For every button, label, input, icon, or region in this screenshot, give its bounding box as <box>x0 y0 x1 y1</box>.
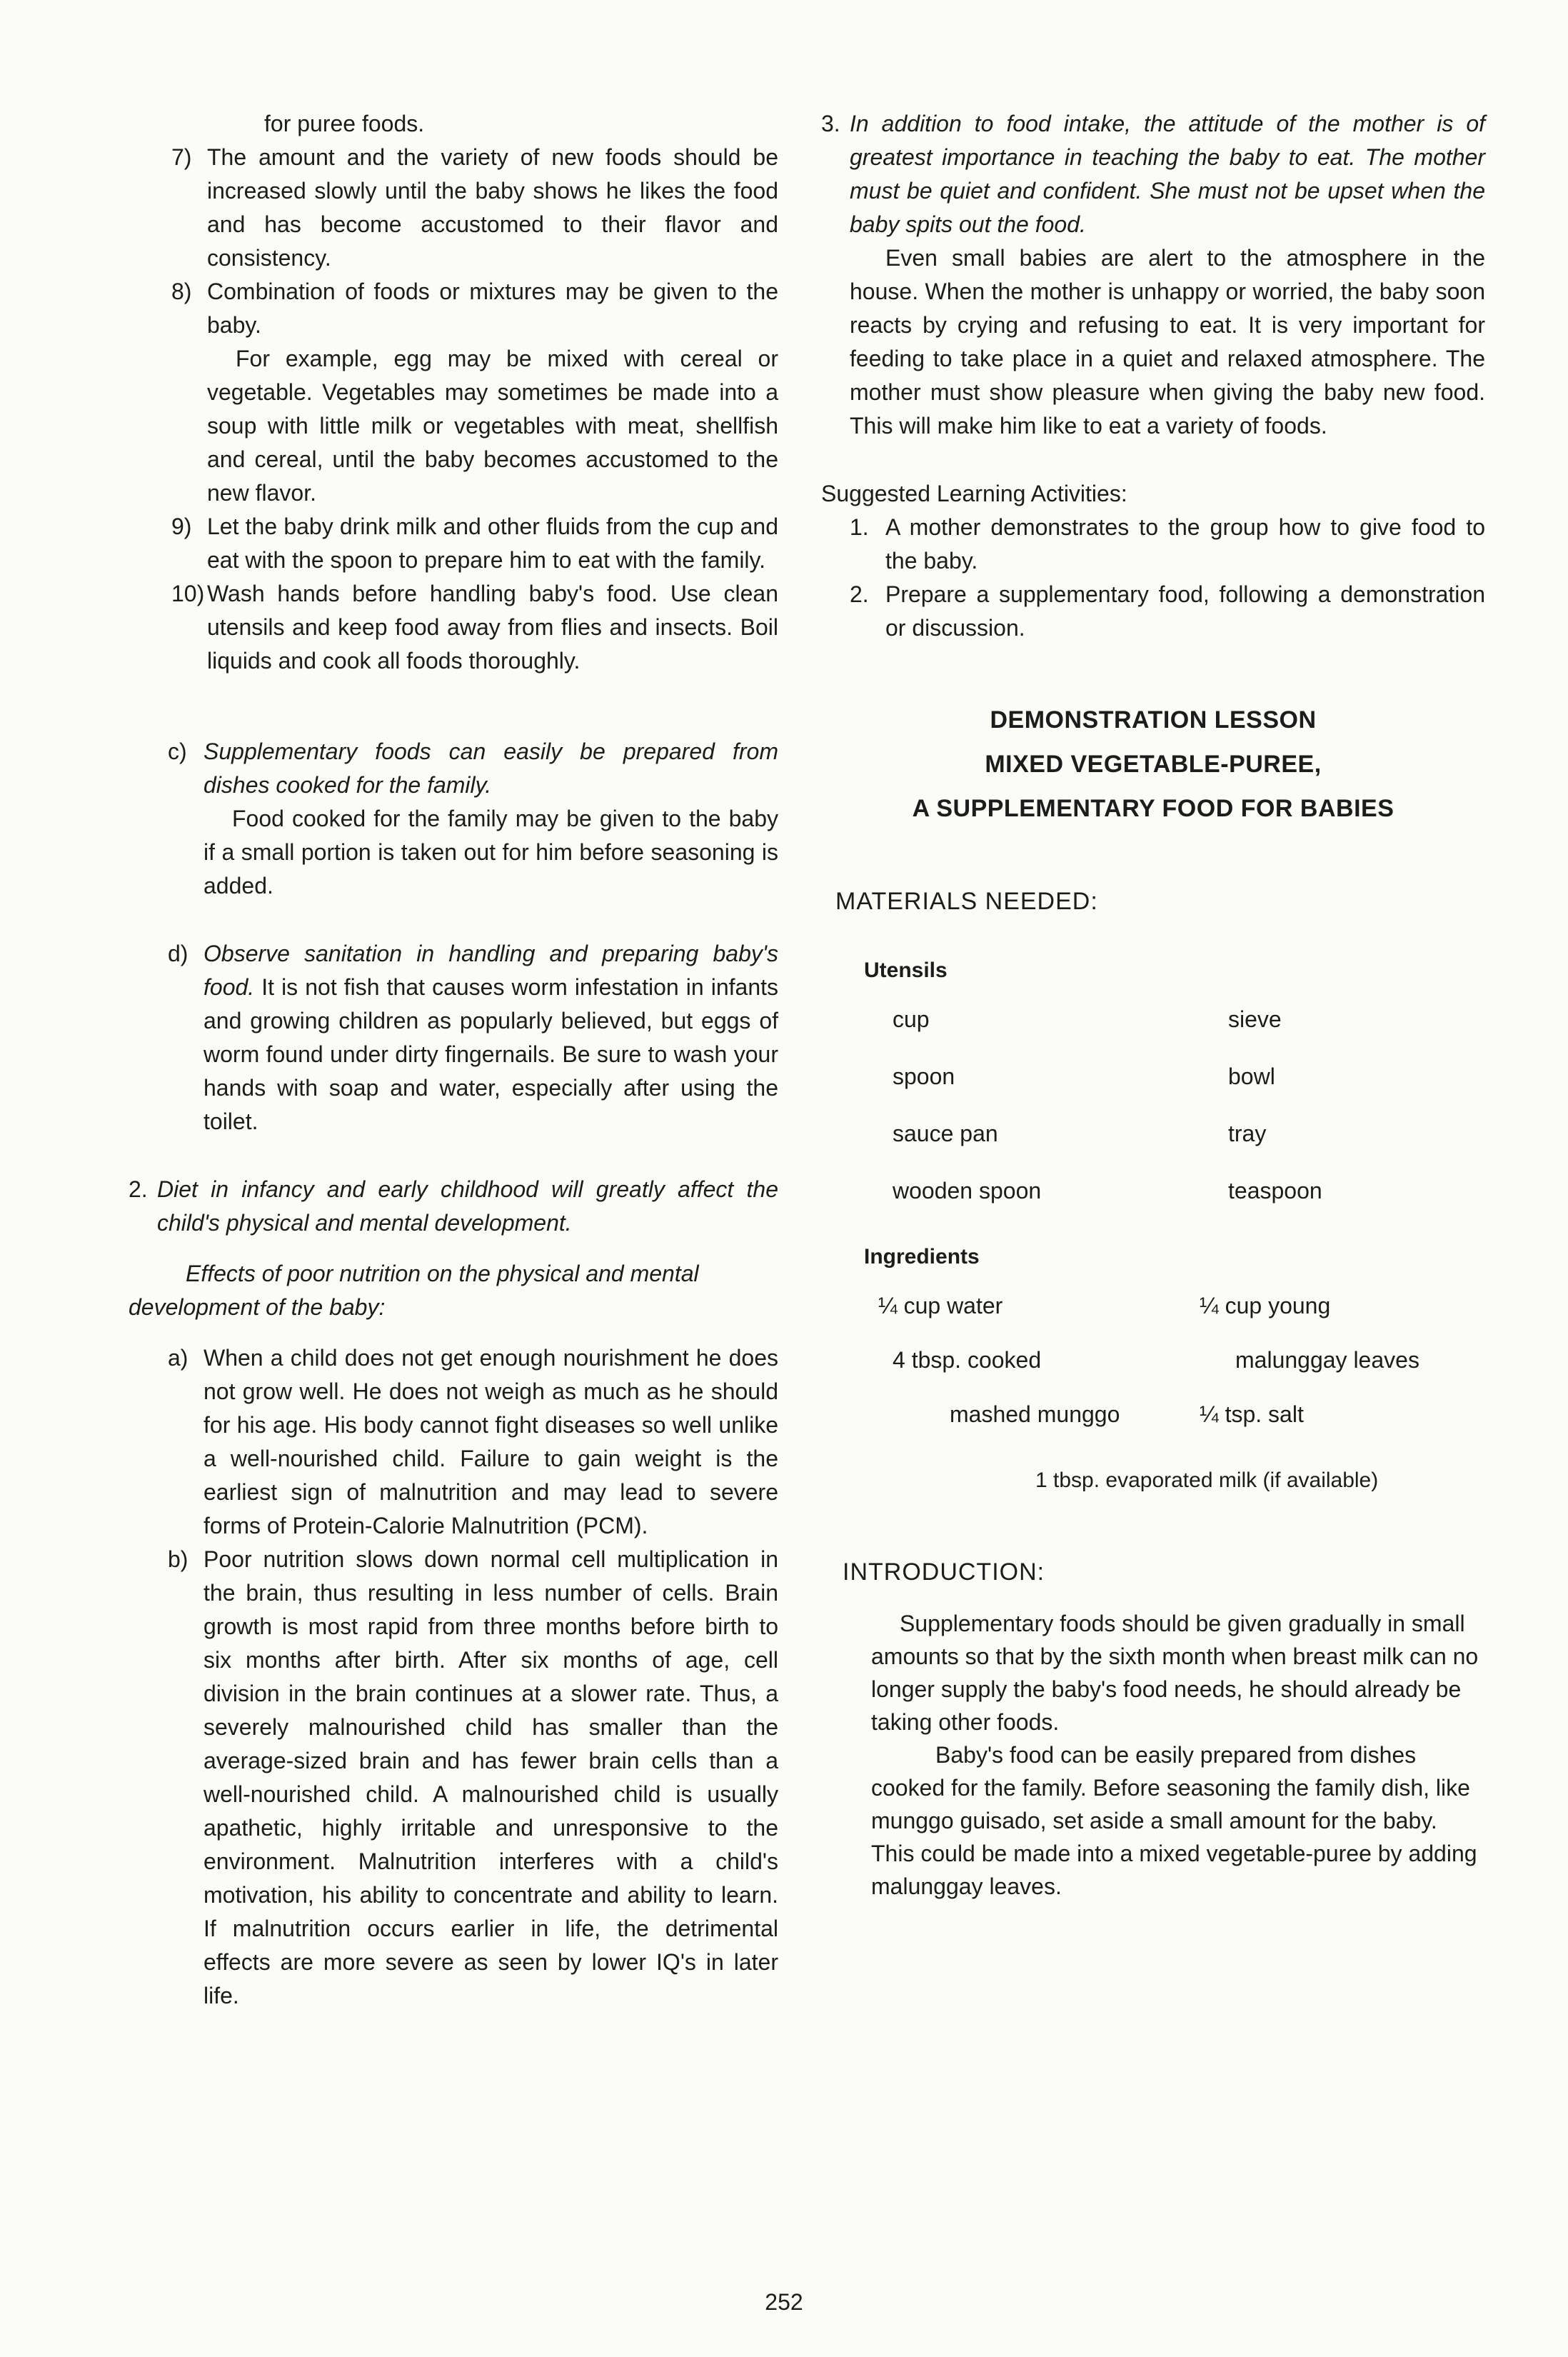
subsection-d <box>121 937 778 1139</box>
list-item <box>121 577 778 678</box>
list-item-number: 9) <box>171 514 192 539</box>
list-item <box>821 511 1485 578</box>
page-number: 252 <box>765 2289 803 2315</box>
utensil-item: teaspoon <box>1228 1178 1322 1203</box>
intro-paragraph: Baby's food can be easily prepared from dishes cooked for the family. Before seasoning the family dish, like munggo guisado, set aside a small amount for the baby. This could be made into a mixed vegetable-puree by adding malunggay leaves. <box>871 1742 1477 1899</box>
list-item-number: 1. <box>850 514 869 540</box>
subsection-text: It is not fish that causes worm infestation in infants and growing children as popularly believed, but eggs of worm found under dirty fingernails. Be sure to wash your hands with soap and water, especially after using the toilet. <box>203 974 779 1134</box>
ingredient-item: malunggay leaves <box>1235 1347 1419 1373</box>
utensil-item: cup <box>893 1006 930 1032</box>
utensils-list <box>821 1004 1485 1206</box>
subsection-text: Food cooked for the family may be given to the baby if a small portion is taken out for him before seasoning is added. <box>203 806 778 899</box>
list-item-number: a) <box>168 1345 189 1371</box>
list-item-text: Wash hands before handling baby's food. Use clean utensils and keep food away from flies and insects. Boil liquids and cook all foods thoroughly. <box>207 581 778 674</box>
list-item-number: b) <box>168 1546 189 1572</box>
list-item-text: The amount and the variety of new foods should be increased slowly until the baby shows he likes the food and has become accustomed to their flavor and consistency. <box>207 144 778 271</box>
list-item <box>121 141 778 275</box>
lesson-title: A SUPPLEMENTARY FOOD FOR BABIES <box>912 795 1394 822</box>
utensil-item: tray <box>1228 1121 1267 1146</box>
list-item-text: Poor nutrition slows down normal cell multiplication in the brain, thus resulting in less number of cells. Brain growth is most rapid from three months before birth to six months after birth. After six months of age, cell division in the brain continues at a slower rate. Thus, a severely malnourished child has smaller than the average-sized brain and has fewer brain cells than a well-nourished child. A malnourished child is usually apathetic, highly irritable and unresponsive to the environment. Malnutrition interferes with a child's motivation, his ability to concentrate and ability to learn. If malnutrition occurs earlier in life, the detrimental effects are more severe as seen by lower IQ's in later life. <box>203 1546 778 2008</box>
materials-heading: MATERIALS NEEDED: <box>835 888 1098 915</box>
utensil-item: sauce pan <box>893 1121 998 1146</box>
list-item-text: When a child does not get enough nourishment he does not grow well. He does not weigh as much as he should for his age. His body cannot fight diseases so well unlike a well-nourished child. Failure to gain weight is the earliest sign of malnutrition and may lead to severe forms of Protein-Calorie Malnutrition (PCM). <box>203 1345 778 1538</box>
section-text: Even small babies are alert to the atmosphere in the house. When the mother is unhappy or worried, the baby soon reacts by crying and refusing to eat. It is very important for feeding to take place in a quiet and relaxed atmosphere. The mother must show pleasure when giving the baby new food. This will make him like to eat a variety of foods. <box>850 245 1485 439</box>
section-2 <box>121 1173 778 1240</box>
section-3 <box>821 107 1485 241</box>
utensils-heading: Utensils <box>864 959 948 982</box>
list-item <box>121 1341 778 1543</box>
subsection-label: d) <box>168 941 189 966</box>
ingredient-item: ¼ tsp. salt <box>1200 1401 1304 1427</box>
section-heading: In addition to food intake, the attitude of the mother is of greatest importance in teaching the baby to eat. The mother must be quiet and confident. She must not be upset when the baby spits out the food. <box>850 111 1485 237</box>
list-item <box>121 510 778 577</box>
list-item-number: 2. <box>850 581 869 607</box>
section-number: 3. <box>821 111 840 136</box>
utensil-item: bowl <box>1228 1064 1275 1089</box>
utensil-item: sieve <box>1228 1006 1282 1032</box>
ingredient-item: ¼ cup young <box>1200 1293 1331 1318</box>
list-item <box>121 275 778 342</box>
list-item-text: A mother demonstrates to the group how to give food to the baby. <box>885 514 1485 574</box>
list-item-text: Let the baby drink milk and other fluids from the cup and eat with the spoon to prepare him to eat with the family. <box>207 514 778 573</box>
ingredient-extra: 1 tbsp. evaporated milk (if available) <box>1035 1468 1379 1492</box>
lesson-title: MIXED VEGETABLE-PUREE, <box>985 751 1322 778</box>
section-number: 2. <box>129 1176 148 1202</box>
list-item-text: Prepare a supplementary food, following a demonstration or discussion. <box>885 581 1485 641</box>
effects-heading: Effects of poor nutrition on the physical and mental development of the baby: <box>129 1261 699 1320</box>
subsection-heading: Supplementary foods can easily be prepared from dishes cooked for the family. <box>203 739 778 798</box>
list-item-number: 7) <box>171 144 192 170</box>
ingredients-list <box>821 1291 1485 1429</box>
intro-heading: INTRODUCTION: <box>843 1558 1045 1586</box>
ingredient-item: 4 tbsp. cooked <box>893 1347 1042 1373</box>
ingredient-item: ¼ cup water <box>878 1293 1003 1318</box>
example-paragraph: For example, egg may be mixed with cereal or vegetable. Vegetables may sometimes be made into a soup with little milk or vegetables with meat, shellfish and cereal, until the baby becomes accustomed to the new flavor. <box>207 346 778 506</box>
list-item <box>121 1543 778 2013</box>
utensil-item: wooden spoon <box>893 1178 1042 1203</box>
utensil-item: spoon <box>893 1064 955 1089</box>
list-item-number: 8) <box>171 279 192 304</box>
right-column <box>821 107 1485 1903</box>
subsection-label: c) <box>168 739 187 764</box>
list-item <box>821 578 1485 645</box>
list-item-text: for puree foods. <box>264 111 425 136</box>
activities-heading: Suggested Learning Activities: <box>821 481 1127 506</box>
subsection-heading: Observe sanitation in handling and preparing baby's food. <box>203 941 778 1000</box>
list-item-number: 10) <box>171 581 205 606</box>
ingredient-item: mashed munggo <box>950 1401 1120 1427</box>
list-item-text: Combination of foods or mixtures may be given to the baby. <box>207 279 778 338</box>
lesson-title: DEMONSTRATION LESSON <box>990 706 1317 734</box>
intro-paragraph: Supplementary foods should be given gradually in small amounts so that by the sixth month when breast milk can no longer supply the baby's food needs, he should already be taking other foods. <box>871 1611 1479 1735</box>
section-heading: Diet in infancy and early childhood will greatly affect the child's physical and mental development. <box>157 1176 778 1236</box>
left-column <box>121 107 778 2013</box>
subsection-c <box>121 735 778 802</box>
list-item <box>121 107 778 141</box>
ingredients-heading: Ingredients <box>864 1245 980 1268</box>
